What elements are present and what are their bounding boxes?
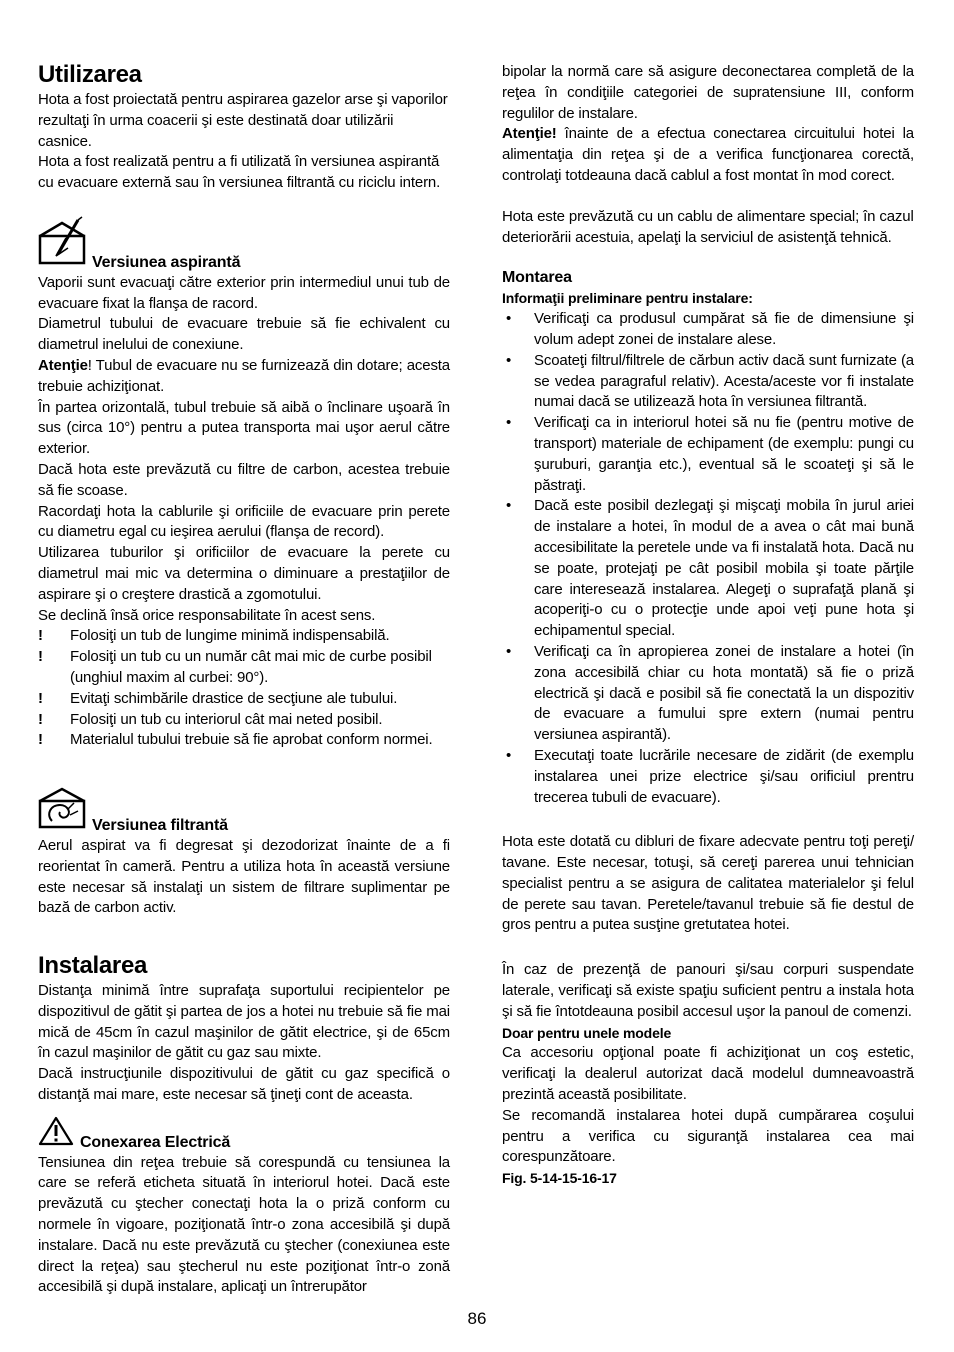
conexarea-title: Conexarea Electrică: [80, 1133, 231, 1151]
aspiranta-paragraph-5: Dacă hota este prevăzută cu filtre de carbon, acestea trebuie să fie scoase.: [38, 460, 450, 499]
montarea-subtitle: Informaţii preliminare pentru instalare:: [502, 290, 753, 307]
right-column: [502, 62, 914, 1189]
exclamation-icon: !: [38, 648, 43, 666]
bullet-icon: •: [506, 746, 512, 764]
utilizarea-title: Utilizarea: [38, 61, 142, 88]
list-item: • Scoateţi filtrul/filtrele de cărbun activ dacă sunt furnizate (a se vedea paragraful relativ). Acesta/aceste vor fi instalate numai dacă se utilizează hota în versiunea filtrantă.: [506, 351, 914, 411]
aspiranta-paragraph-7: Utilizarea tuburilor şi orificiilor de evacuare la perete cu diametrul mai mic va determina o diminuare a prestaţiilor de aspirare şi o creştere drastică a zgomotului.: [38, 544, 450, 603]
aspiranta-paragraph-1: Vaporii sunt evacuaţi către exterior prin intermediul unui tub de evacuare fixat la flanşa de racord.: [38, 273, 450, 312]
list-item: • Dacă este posibil dezlegaţi şi mişcaţi mobila în jurul ariei de instalare a hotei, în modul de a avea o cât mai bună accesibilitate la peretele unde va fi instalată hota. Dacă nu se poate, protejaţi pe cât posibil mobila şi toate părţile care interesează instalarea. Alegeţi o suprafaţă plană şi acoperiţi-o cu o protecţie unde apoi veţi pune hota şi echipamentul special.: [506, 497, 914, 640]
filtranta-heading: [38, 787, 450, 836]
aspiranta-paragraph-2: Diametrul tubului de evacuare trebuie să fie echivalent cu diametrul inelului de conexiune.: [38, 315, 450, 354]
list-item: • Verificaţi ca produsul cumpărat să fie de dimensiune şi volum adept zonei de instalare alese.: [506, 310, 914, 348]
aspiranta-paragraph-3: [38, 356, 450, 398]
exclamation-icon: !: [38, 710, 43, 728]
list-item: ! Folosiţi un tub cu interiorul cât mai neted posibil.: [38, 710, 450, 731]
dibluri-paragraph: Hota este dotată cu dibluri de fixare adecvate pentru toţi pereţi/ tavane. Este necesar, totuşi, să cereţi parerea unui tehnician specialist pentru a se asigura de calitatea materialelor şi felul de perete sau tavan. Peretele/tavanul trebuie să fie destul de gros pentru a putea susţine gretutatea hotei.: [502, 833, 914, 934]
figure-reference: Fig. 5-14-15-16-17: [502, 1170, 617, 1187]
attention-label: Atenţie!: [502, 125, 557, 143]
list-item: ! Folosiţi un tub cu un număr cât mai mic de curbe posibil (unghiul maxim al curbei: 90°).: [38, 648, 432, 686]
panouri-paragraph: În caz de prezenţă de panouri şi/sau corpuri suspendate laterale, verificaţi să existe spaţiu suficient pentru a instala hota şi să fie întotdeauna posibil accesul uşor la panoul de comenzi.: [502, 961, 914, 1020]
aspiranta-paragraph-6: Racordaţi hota la cablurile şi orificiile de evacuare prin perete cu diametru egal cu ieşirea aerului (flanşa de record).: [38, 502, 450, 541]
exclamation-icon: !: [38, 627, 43, 645]
attention-label: Atenţie: [38, 356, 88, 374]
bullet-icon: •: [506, 642, 512, 660]
cable-paragraph: Hota este prevăzută cu un cablu de alimentare special; în cazul deteriorării acestuia, apelaţi la serviciul de asistenţă tehnică.: [502, 207, 914, 246]
attention-text: înainte de a efectua conectarea circuitului hotei la alimentaţia din reţea şi de a verifica funcţionarea corectă, controlaţi totdeauna dacă cablul a fost montat în mod corect.: [502, 125, 914, 184]
preliminary-info-list: [502, 309, 914, 808]
attention-text: ! Tubul de evacuare nu se furnizează din dotare; acesta trebuie achiziţionat.: [38, 356, 450, 395]
warning-triangle-icon: [38, 1116, 74, 1153]
conexarea-heading: [38, 1116, 450, 1153]
list-item: ! Evitaţi schimbările drastice de secţiune ale tubului.: [38, 689, 450, 710]
cos-paragraph: Ca accesoriu opţional poate fi achiziţionat un coş estetic, verificaţi la dealerul autorizat dacă modelul dumneavoastră prezintă această posibilitate.: [502, 1044, 914, 1104]
hood-duct-icon: [38, 216, 86, 273]
conexarea-paragraph-1: Tensiunea din reţea trebuie să corespundă cu tensiunea la care se referă eticheta situată în interiorul hotei. Dacă este prevăzută cu ştecher conectaţi hota la o priză conform cu normele în vigoare, poziţionată într-o zona accesibilă şi după instalare. Dacă nu este prevăzută cu ştecher (conexiunea este direct la reţea) sau ştecherul nu este poziţionat într-o zonă accesibilă şi după instalare, aplicaţi un întrerupător: [38, 1153, 450, 1296]
doar-modele-title: Doar pentru unele modele: [502, 1024, 672, 1041]
aspiranta-paragraph-4: În partea orizontală, tubul trebuie să aibă o înclinare uşoară în sus (circa 10°) pentru a putea transporta mai uşor aerul către exterior.: [38, 398, 450, 458]
list-item: • Verificaţi ca în apropierea zonei de instalare a hotei (în zona accesibilă chiar cu hota montată) să fie o priză electrică şi dacă e posibil să fie conectată la un dispozitiv de evacuare a fumului spre extern (numai pentru versiunea aspirantă).: [506, 642, 914, 744]
page-number: 86: [467, 1309, 487, 1328]
list-item: • Verificaţi ca in interiorul hotei să nu fie (pentru motive de transport) materiale de echipament (de exemplu: pungi cu şuruburi, garanţia etc.), eventual să le scoateţi şi să le păstraţi.: [506, 414, 914, 494]
instalarea-title: Instalarea: [38, 952, 148, 980]
aspiranta-heading: [38, 216, 450, 273]
utilizarea-paragraph-1: Hota a fost proiectată pentru aspirarea gazelor arse şi vaporilor rezultaţi în urma coacerii şi este destinată doar utilizării casnice.: [38, 91, 448, 150]
exclamation-icon: !: [38, 689, 43, 707]
filtranta-title: Versiunea filtrantă: [92, 816, 228, 834]
utilizarea-paragraph-2: Hota a fost realizată pentru a fi utilizată în versiunea aspirantă cu evacuare externă sau în versiunea filtrantă cu riciclu intern.: [38, 153, 441, 192]
continued-paragraph-2: [502, 124, 914, 186]
aspiranta-title: Versiunea aspirantă: [92, 253, 241, 271]
instalarea-paragraph-2: Dacă instrucţiunile dispozitivului de gătit cu gaz specifică o distanţă mai mare, este necesar să ţineţi cont de aceasta.: [38, 1065, 450, 1104]
left-column: [38, 60, 450, 1298]
list-item: ! Folosiţi un tub de lungime minimă indispensabilă.: [38, 626, 450, 647]
recomanda-paragraph: Se recomandă instalarea hotei după cumpărarea coşului pentru a verifica cu siguranţă instalarea cea mai corespunzătoare.: [502, 1106, 914, 1166]
instalarea-paragraph-1: Distanţa minimă între suprafaţa suportului recipientelor pe dispozitivul de gătit şi partea de jos a hotei nu trebuie să fie mai mică de 45cm în cazul maşinilor de gătit electrice, şi de 65cm în cazul maşinilor de gătit cu gaz sau mixte.: [38, 982, 450, 1062]
bullet-icon: •: [506, 414, 512, 432]
montarea-title: Montarea: [502, 269, 572, 287]
bullet-icon: •: [506, 310, 512, 328]
duct-tips-list: [38, 626, 450, 751]
filtranta-paragraph-1: Aerul aspirat va fi degresat şi dezodorizat înainte de a fi reorientat în cameră. Pentru a utiliza hota în această versiune este necesar să instalaţi un sistem de filtrare suplimentar pe bază de carbon activ.: [38, 836, 450, 917]
aspiranta-paragraph-8: Se declină însă orice responsabilitate în acest sens.: [38, 606, 376, 624]
continued-paragraph-1: bipolar la normă care să asigure deconectarea completă de la reţea în condiţiile categoriei de supratensiune III, conform regulilor de instalare.: [502, 63, 914, 122]
hood-filter-icon: [38, 787, 86, 836]
exclamation-icon: !: [38, 731, 43, 749]
list-item: • Executaţi toate lucrările necesare de zidărit (de exemplu instalarea unei prize electrice şi/sau orificiul prentru trecerea tubuli de evacuare).: [506, 746, 914, 806]
list-item: ! Materialul tubului trebuie să fie aprobat conform normei.: [38, 730, 450, 751]
bullet-icon: •: [506, 497, 512, 515]
bullet-icon: •: [506, 351, 512, 369]
